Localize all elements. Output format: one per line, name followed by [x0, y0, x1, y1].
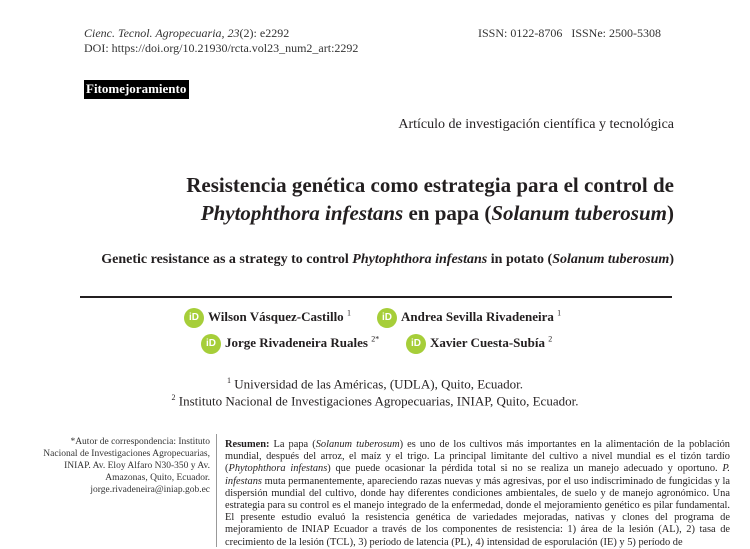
- title-es-part3: ): [667, 201, 674, 225]
- doi-link[interactable]: DOI: https://doi.org/10.21930/rcta.vol23_num2_art:2292: [84, 41, 359, 55]
- abstract-species: Phytophthora infestans: [228, 463, 328, 475]
- title-es-part1: Resistencia genética como estrategia para el control de: [186, 173, 674, 197]
- title-es-species: Phytophthora infestans: [200, 201, 404, 225]
- author-name: Andrea Sevilla Rivadeneira: [401, 308, 554, 324]
- abstract-text: ) es uno de los cultivos más importantes en la alimentación de la población mundial, después del arroz, el maíz y el trigo. La principal limitante del cultivo a nivel mundial es el tizón tardío (: [225, 439, 731, 475]
- journal-name: Cienc. Tecnol. Agropecuaria,: [84, 26, 225, 40]
- journal-citation: [84, 26, 358, 56]
- title-es-species2: Solanum tuberosum: [491, 201, 667, 225]
- abstract-label: Resumen:: [225, 439, 270, 450]
- author-3: [201, 334, 379, 354]
- affiliation-text: Universidad de las Américas, (UDLA), Quito, Ecuador.: [234, 376, 524, 392]
- title-en-part1: Genetic resistance as a strategy to control: [101, 252, 353, 267]
- title-english: [54, 251, 674, 269]
- author-2: [377, 308, 561, 328]
- title-es-part2: en papa (: [403, 201, 492, 225]
- correspondence-email[interactable]: jorge.rivadeneira@iniap.gob.ec: [90, 485, 210, 495]
- orcid-icon[interactable]: iD: [406, 334, 426, 354]
- orcid-icon[interactable]: iD: [377, 308, 397, 328]
- author-mark: 2: [548, 334, 553, 344]
- author-mark: 1: [346, 308, 351, 318]
- abstract-text: ) que puede ocasionar la pérdida total si no se realiza un manejo adecuado y oportuno.: [327, 463, 723, 475]
- abstract-species: Solanum tuberosum: [315, 439, 400, 450]
- title-spanish: [54, 171, 674, 227]
- orcid-icon[interactable]: iD: [184, 308, 204, 328]
- column-divider: [216, 434, 217, 547]
- correspondence-line: Amazonas, Quito, Ecuador.: [105, 473, 210, 483]
- author-4: [406, 334, 552, 354]
- affiliation-1: [0, 376, 750, 392]
- affiliation-mark: 2: [171, 393, 176, 402]
- correspondence-line: INIAP. Av. Eloy Alfaro N30-350 y Av.: [64, 461, 210, 471]
- abstract-text: muta permanentemente, apareciendo razas nuevas y más agresivas, por el uso indiscriminado de fungicidas y la dispersión mundial del cultivo, donde hay diferentes condiciones ambientales, de suelo y de manejo agronómico. Una estrategia para su control es el manejo integrado de la enfermedad, donde el mejoramiento genético es pilar fundamental. El presente estudio evaluó la resistencia genética de variedades mejoradas, nativas y clones del programa de mejoramiento de INIAP Ecuador a través de los componentes de resistencia: 1) área de la lesión (AL), 2) tasa de crecimiento de la lesión (TCL), 3) período de latencia (PL), 4) intensidad de esporulación (IE) y 5) período de: [225, 475, 730, 548]
- author-1: [184, 308, 351, 328]
- abstract-species: P. infestans: [225, 463, 730, 487]
- journal-issue: (2): e2292: [239, 26, 290, 40]
- correspondence-line: Nacional de Investigaciones Agropecuarias,: [43, 449, 210, 459]
- orcid-icon[interactable]: iD: [201, 334, 221, 354]
- author-name: Xavier Cuesta-Subía: [430, 334, 545, 350]
- affiliation-2: [0, 393, 750, 409]
- abstract-text: La papa (: [269, 439, 316, 450]
- author-name: Wilson Vásquez-Castillo: [208, 308, 344, 324]
- title-en-part3: ): [669, 252, 674, 267]
- author-mark: 1: [557, 308, 562, 318]
- abstract: [225, 439, 730, 549]
- divider-rule: [80, 296, 672, 298]
- title-en-species: Phytophthora infestans: [352, 252, 488, 267]
- affiliation-mark: 1: [226, 376, 231, 385]
- title-en-species2: Solanum tuberosum: [552, 252, 670, 267]
- affiliation-text: Instituto Nacional de Investigaciones Agropecuarias, INIAP, Quito, Ecuador.: [178, 393, 579, 409]
- article-type: Artículo de investigación científica y tecnológica: [398, 117, 674, 132]
- title-en-part2: in potato (: [487, 252, 553, 267]
- author-name: Jorge Rivadeneira Ruales: [225, 334, 368, 350]
- journal-volume: 23: [227, 26, 240, 40]
- correspondence-note: [20, 436, 210, 496]
- correspondence-line: *Autor de correspondencia: Instituto: [70, 437, 210, 447]
- section-label: Fitomejoramiento: [84, 80, 189, 99]
- issn: ISSN: 0122-8706 ISSNe: 2500-5308: [477, 26, 661, 40]
- author-mark: 2*: [371, 334, 380, 344]
